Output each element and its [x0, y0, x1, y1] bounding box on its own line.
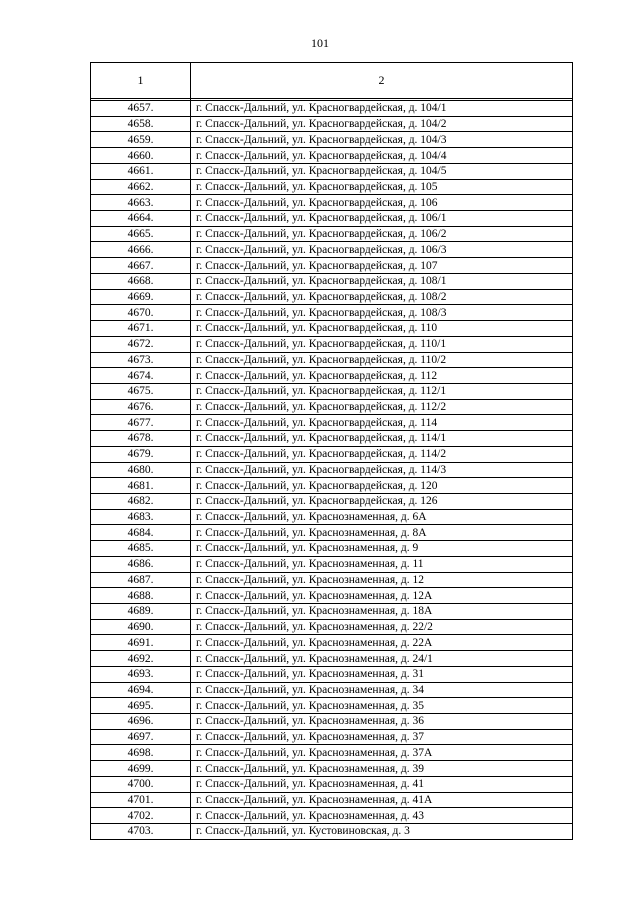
row-number: 4703.	[91, 824, 191, 840]
row-number: 4699.	[91, 761, 191, 777]
header-row	[91, 63, 573, 99]
table-row	[91, 289, 573, 305]
row-number: 4695.	[91, 698, 191, 714]
row-number: 4657.	[91, 101, 191, 117]
table-row	[91, 352, 573, 368]
row-number: 4684.	[91, 525, 191, 541]
table-row	[91, 242, 573, 258]
row-address: г. Спасск-Дальний, ул. Красногвардейская, д. 112/2	[191, 399, 573, 415]
row-number: 4672.	[91, 336, 191, 352]
row-number: 4701.	[91, 792, 191, 808]
row-address: г. Спасск-Дальний, ул. Краснознаменная, д. 12	[191, 572, 573, 588]
row-address: г. Спасск-Дальний, ул. Красногвардейская, д. 114/3	[191, 462, 573, 478]
row-number: 4669.	[91, 289, 191, 305]
row-number: 4694.	[91, 682, 191, 698]
row-number: 4679.	[91, 446, 191, 462]
row-number: 4658.	[91, 116, 191, 132]
table-row	[91, 336, 573, 352]
row-address: г. Спасск-Дальний, ул. Красногвардейская, д. 114	[191, 415, 573, 431]
row-address: г. Спасск-Дальний, ул. Красногвардейская, д. 106/1	[191, 211, 573, 227]
row-number: 4667.	[91, 258, 191, 274]
table-row	[91, 619, 573, 635]
row-address: г. Спасск-Дальний, ул. Краснознаменная, д. 11	[191, 556, 573, 572]
row-address: г. Спасск-Дальний, ул. Краснознаменная, д. 22/2	[191, 619, 573, 635]
table-row	[91, 556, 573, 572]
row-address: г. Спасск-Дальний, ул. Красногвардейская, д. 114/1	[191, 431, 573, 447]
row-address: г. Спасск-Дальний, ул. Красногвардейская, д. 120	[191, 478, 573, 494]
row-address: г. Спасск-Дальний, ул. Красногвардейская, д. 104/2	[191, 116, 573, 132]
row-number: 4665.	[91, 226, 191, 242]
row-address: г. Спасск-Дальний, ул. Краснознаменная, д. 43	[191, 808, 573, 824]
row-number: 4697.	[91, 729, 191, 745]
table-row	[91, 431, 573, 447]
page-number: 101	[311, 36, 329, 50]
row-address: г. Спасск-Дальний, ул. Краснознаменная, д. 41	[191, 776, 573, 792]
table-row	[91, 776, 573, 792]
table-row	[91, 399, 573, 415]
table-row	[91, 305, 573, 321]
row-address: г. Спасск-Дальний, ул. Краснознаменная, д. 31	[191, 666, 573, 682]
row-address: г. Спасск-Дальний, ул. Красногвардейская, д. 110/2	[191, 352, 573, 368]
row-address: г. Спасск-Дальний, ул. Краснознаменная, д. 37	[191, 729, 573, 745]
row-number: 4685.	[91, 541, 191, 557]
row-number: 4702.	[91, 808, 191, 824]
row-number: 4691.	[91, 635, 191, 651]
row-address: г. Спасск-Дальний, ул. Красногвардейская, д. 104/1	[191, 101, 573, 117]
row-address: г. Спасск-Дальний, ул. Красногвардейская, д. 126	[191, 493, 573, 509]
row-number: 4670.	[91, 305, 191, 321]
table-row	[91, 572, 573, 588]
row-address: г. Спасск-Дальний, ул. Красногвардейская, д. 104/3	[191, 132, 573, 148]
row-number: 4687.	[91, 572, 191, 588]
table-body	[91, 99, 573, 840]
table-row	[91, 792, 573, 808]
table-row	[91, 682, 573, 698]
row-address: г. Спасск-Дальний, ул. Красногвардейская, д. 104/4	[191, 148, 573, 164]
row-number: 4675.	[91, 383, 191, 399]
row-address: г. Спасск-Дальний, ул. Красногвардейская, д. 105	[191, 179, 573, 195]
table-row	[91, 729, 573, 745]
row-number: 4671.	[91, 321, 191, 337]
row-number: 4693.	[91, 666, 191, 682]
row-address: г. Спасск-Дальний, ул. Краснознаменная, д. 41А	[191, 792, 573, 808]
table-header	[91, 63, 573, 99]
address-table	[90, 62, 573, 840]
row-number: 4689.	[91, 604, 191, 620]
row-number: 4664.	[91, 211, 191, 227]
table-row	[91, 273, 573, 289]
row-address: г. Спасск-Дальний, ул. Краснознаменная, д. 12А	[191, 588, 573, 604]
row-number: 4688.	[91, 588, 191, 604]
table-row	[91, 541, 573, 557]
table-row	[91, 714, 573, 730]
table-row	[91, 415, 573, 431]
row-number: 4659.	[91, 132, 191, 148]
row-number: 4662.	[91, 179, 191, 195]
table-row	[91, 493, 573, 509]
table-row	[91, 226, 573, 242]
row-address: г. Спасск-Дальний, ул. Красногвардейская, д. 108/1	[191, 273, 573, 289]
row-address: г. Спасск-Дальний, ул. Краснознаменная, д. 8А	[191, 525, 573, 541]
table-row	[91, 761, 573, 777]
table-row	[91, 211, 573, 227]
row-number: 4661.	[91, 163, 191, 179]
row-number: 4692.	[91, 651, 191, 667]
table-row	[91, 698, 573, 714]
table-row	[91, 163, 573, 179]
table-row	[91, 824, 573, 840]
row-number: 4663.	[91, 195, 191, 211]
row-address: г. Спасск-Дальний, ул. Красногвардейская, д. 104/5	[191, 163, 573, 179]
row-address: г. Спасск-Дальний, ул. Кустовиновская, д. 3	[191, 824, 573, 840]
row-number: 4686.	[91, 556, 191, 572]
row-number: 4682.	[91, 493, 191, 509]
table-row	[91, 368, 573, 384]
row-address: г. Спасск-Дальний, ул. Красногвардейская, д. 108/2	[191, 289, 573, 305]
row-number: 4680.	[91, 462, 191, 478]
row-address: г. Спасск-Дальний, ул. Краснознаменная, д. 39	[191, 761, 573, 777]
table-row	[91, 525, 573, 541]
table-row	[91, 446, 573, 462]
table-row	[91, 148, 573, 164]
row-address: г. Спасск-Дальний, ул. Красногвардейская, д. 107	[191, 258, 573, 274]
row-address: г. Спасск-Дальний, ул. Краснознаменная, д. 37А	[191, 745, 573, 761]
table-row	[91, 321, 573, 337]
column-header-number: 1	[91, 63, 191, 99]
row-number: 4678.	[91, 431, 191, 447]
table-row	[91, 745, 573, 761]
table-row	[91, 383, 573, 399]
row-number: 4677.	[91, 415, 191, 431]
table-row	[91, 478, 573, 494]
row-address: г. Спасск-Дальний, ул. Краснознаменная, д. 24/1	[191, 651, 573, 667]
row-address: г. Спасск-Дальний, ул. Краснознаменная, д. 6А	[191, 509, 573, 525]
table-row	[91, 116, 573, 132]
row-number: 4660.	[91, 148, 191, 164]
table-row	[91, 509, 573, 525]
row-number: 4681.	[91, 478, 191, 494]
row-address: г. Спасск-Дальний, ул. Красногвардейская, д. 108/3	[191, 305, 573, 321]
row-number: 4683.	[91, 509, 191, 525]
row-number: 4690.	[91, 619, 191, 635]
table-row	[91, 132, 573, 148]
table-row	[91, 195, 573, 211]
table-row	[91, 604, 573, 620]
row-address: г. Спасск-Дальний, ул. Красногвардейская, д. 112	[191, 368, 573, 384]
table-row	[91, 258, 573, 274]
table-row	[91, 101, 573, 117]
row-address: г. Спасск-Дальний, ул. Красногвардейская, д. 106/2	[191, 226, 573, 242]
row-number: 4668.	[91, 273, 191, 289]
table-row	[91, 651, 573, 667]
table-row	[91, 635, 573, 651]
row-number: 4698.	[91, 745, 191, 761]
row-number: 4700.	[91, 776, 191, 792]
row-address: г. Спасск-Дальний, ул. Краснознаменная, д. 22А	[191, 635, 573, 651]
table-row	[91, 666, 573, 682]
row-number: 4666.	[91, 242, 191, 258]
row-address: г. Спасск-Дальний, ул. Краснознаменная, д. 34	[191, 682, 573, 698]
row-address: г. Спасск-Дальний, ул. Красногвардейская, д. 110	[191, 321, 573, 337]
column-header-address: 2	[191, 63, 573, 99]
table-row	[91, 462, 573, 478]
row-address: г. Спасск-Дальний, ул. Красногвардейская, д. 112/1	[191, 383, 573, 399]
row-address: г. Спасск-Дальний, ул. Красногвардейская, д. 114/2	[191, 446, 573, 462]
table-row	[91, 808, 573, 824]
row-address: г. Спасск-Дальний, ул. Краснознаменная, д. 35	[191, 698, 573, 714]
row-number: 4674.	[91, 368, 191, 384]
row-number: 4696.	[91, 714, 191, 730]
row-number: 4673.	[91, 352, 191, 368]
row-address: г. Спасск-Дальний, ул. Красногвардейская, д. 106	[191, 195, 573, 211]
row-address: г. Спасск-Дальний, ул. Красногвардейская, д. 106/3	[191, 242, 573, 258]
table-row	[91, 179, 573, 195]
row-number: 4676.	[91, 399, 191, 415]
row-address: г. Спасск-Дальний, ул. Краснознаменная, д. 9	[191, 541, 573, 557]
table-row	[91, 588, 573, 604]
row-address: г. Спасск-Дальний, ул. Краснознаменная, д. 36	[191, 714, 573, 730]
row-address: г. Спасск-Дальний, ул. Краснознаменная, д. 18А	[191, 604, 573, 620]
row-address: г. Спасск-Дальний, ул. Красногвардейская, д. 110/1	[191, 336, 573, 352]
